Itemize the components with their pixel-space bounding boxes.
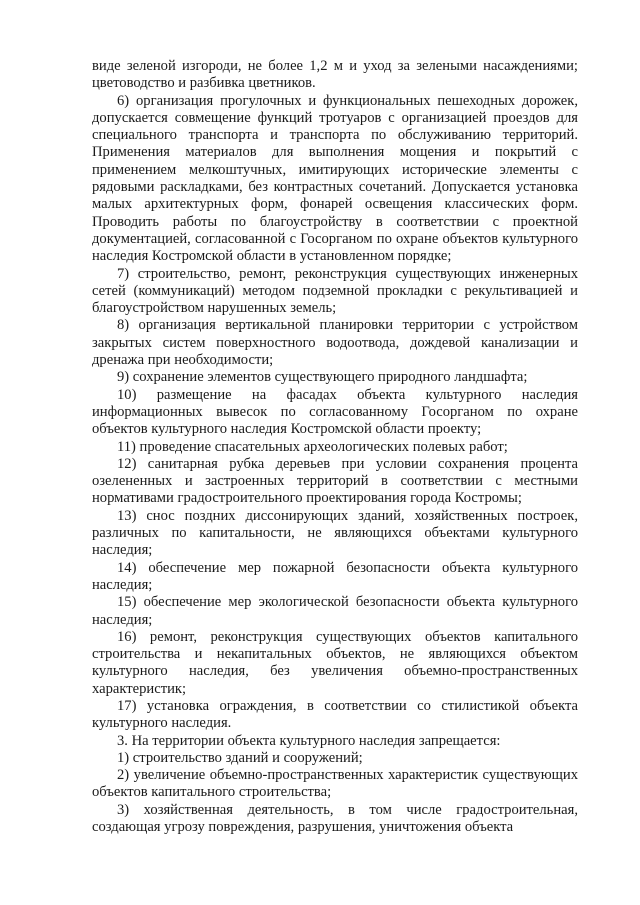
paragraph-item-9: 9) сохранение элементов существующего природного ландшафта; [117, 369, 528, 386]
paragraph-continuation: виде зеленой изгороди, не более 1,2 м и уход за зелеными насаждениями; цветоводство и разбивка цветников. [92, 58, 578, 92]
prohibition-item-3: 3) хозяйственная деятельность, в том числе градостроительная, создающая угрозу повреждения, разрушения, уничтожения объекта [92, 801, 578, 836]
paragraph-item-14: 14) обеспечение мер пожарной безопасности объекта культурного наследия; [92, 559, 578, 593]
paragraph-item-10: 10) размещение на фасадах объекта культурного наследия информационных вывесок по согласованному Госорганом по охране объектов культурного наследия Костромской области проекту; [92, 386, 578, 438]
paragraph-item-15: 15) обеспечение мер экологической безопасности объекта культурного наследия; [92, 594, 578, 628]
prohibition-item-2: 2) увеличение объемно-пространственных характеристик существующих объектов капитального строительства; [92, 767, 578, 801]
paragraph-item-13: 13) снос поздних диссонирующих зданий, хозяйственных построек, различных по капитальности, не являющихся объектами культурного наследия; [92, 507, 578, 559]
paragraph-item-16: 16) ремонт, реконструкция существующих объектов капитального строительства и некапитальных объектов, не являющихся объектом культурного наследия, без увеличения объемно-пространственных характеристик; [92, 628, 578, 697]
paragraph-item-12: 12) санитарная рубка деревьев при условии сохранения процента озелененных и застроенных территорий в соответствии с местными нормативами градостроительного проектирования города Костромы; [92, 455, 578, 507]
prohibition-item-1: 1) строительство зданий и сооружений; [117, 749, 363, 766]
section-3-heading: 3. На территории объекта культурного наследия запрещается: [117, 732, 501, 749]
paragraph-item-7: 7) строительство, ремонт, реконструкция существующих инженерных сетей (коммуникаций) методом подземной прокладки с рекультивацией и благоустройством нарушенных земель; [92, 265, 578, 317]
paragraph-item-8: 8) организация вертикальной планировки территории с устройством закрытых систем поверхностного водоотвода, дождевой канализации и дренажа при необходимости; [92, 317, 578, 369]
paragraph-item-17: 17) установка ограждения, в соответствии со стилистикой объекта культурного наследия. [92, 697, 578, 732]
paragraph-item-6: 6) организация прогулочных и функциональных пешеходных дорожек, допускается совмещение функций тротуаров с организацией проездов для специального транспорта и транспорта по обслуживанию территорий. Применения материалов для выполнения мощения и покрытий с применением мелкоштучных, имитирующих исторические элементы с рядовыми раскладками, без контрастных сочетаний. Допускается установка малых архитектурных форм, фонарей освещения классических форм. Проводить работы по благоустройству в соответствии с проектной документацией, согласованной с Госорганом по охране объектов культурного наследия Костромской области в установленном порядке; [92, 92, 578, 265]
paragraph-item-11: 11) проведение спасательных археологических полевых работ; [117, 438, 508, 455]
